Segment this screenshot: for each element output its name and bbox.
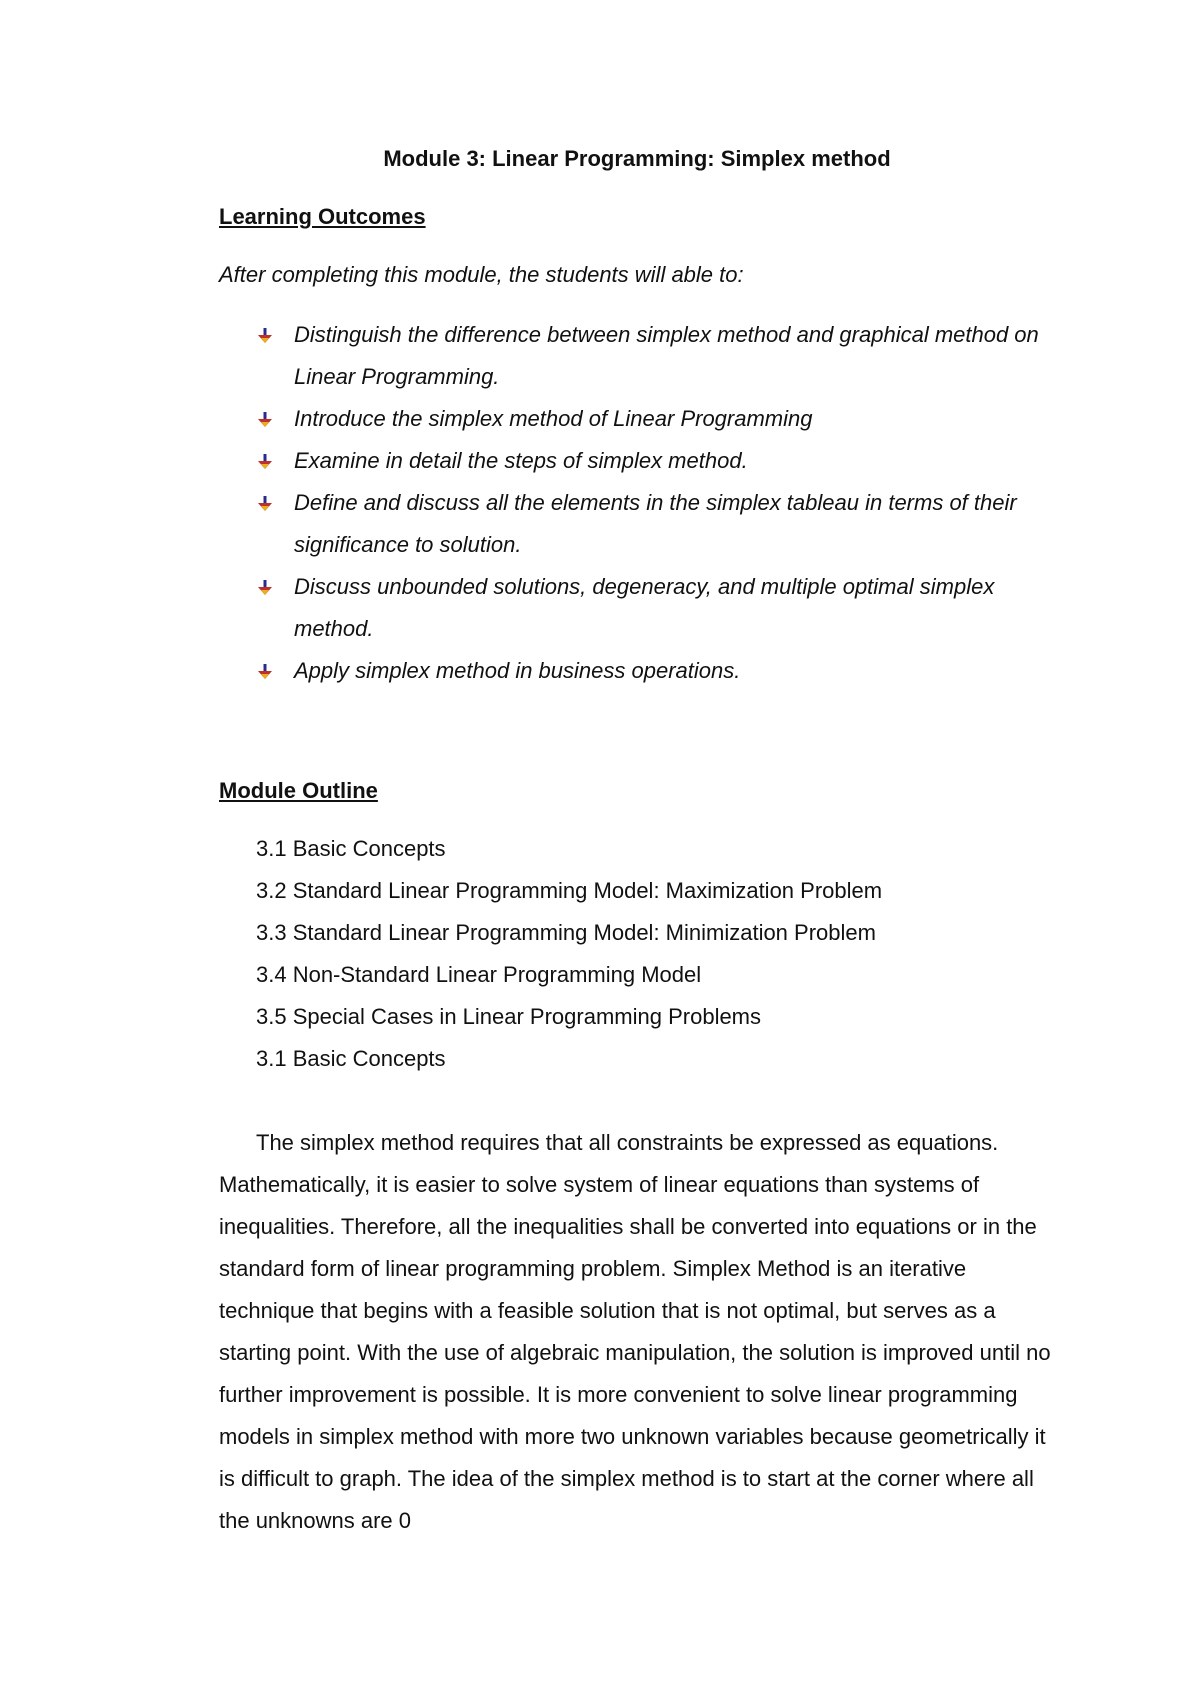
down-arrow-bullet-icon	[257, 412, 273, 428]
outline-item: 3.5 Special Cases in Linear Programming Problems	[256, 1004, 762, 1029]
outcome-text: Examine in detail the steps of simplex method.	[294, 448, 748, 473]
outcome-item	[219, 650, 1059, 692]
outcome-item	[219, 398, 1059, 440]
outline-item: 3.1 Basic Concepts	[256, 1046, 446, 1071]
down-arrow-bullet-icon	[257, 454, 273, 470]
down-arrow-bullet-icon	[257, 580, 273, 596]
outline-item: 3.3 Standard Linear Programming Model: Minimization Problem	[256, 920, 876, 945]
document-content	[219, 142, 1059, 1542]
outline-item: 3.2 Standard Linear Programming Model: Maximization Problem	[256, 878, 883, 903]
down-arrow-bullet-icon	[257, 496, 273, 512]
outcome-text: Distinguish the difference between simplex method and graphical method on Linear Programming.	[294, 322, 1039, 389]
module-outline-heading: Module Outline	[219, 778, 378, 803]
learning-outcomes-heading: Learning Outcomes	[219, 204, 426, 229]
outcome-text: Introduce the simplex method of Linear Programming	[294, 406, 813, 431]
body-paragraph: The simplex method requires that all constraints be expressed as equations. Mathematically, it is easier to solve system of linear equations than systems of inequalities. Therefore, all the inequalities shall be converted into equations or in the standard form of linear programming problem. Simplex Method is an iterative technique that begins with a feasible solution that is not optimal, but serves as a starting point. With the use of algebraic manipulation, the solution is improved until no further improvement is possible. It is more convenient to solve linear programming models in simplex method with more two unknown variables because geometrically it is difficult to graph. The idea of the simplex method is to start at the corner where all the unknowns are 0	[219, 1130, 1051, 1533]
outcome-text: Discuss unbounded solutions, degeneracy, and multiple optimal simplex method.	[294, 574, 995, 641]
outcome-item	[219, 566, 1059, 650]
module-outline-list	[219, 828, 1059, 1080]
outcome-item	[219, 440, 1059, 482]
learning-outcomes-list	[219, 314, 1059, 692]
down-arrow-bullet-icon	[257, 664, 273, 680]
outcome-text: Apply simplex method in business operations.	[294, 658, 741, 683]
outcome-item	[219, 314, 1059, 398]
page-title: Module 3: Linear Programming: Simplex method	[383, 146, 891, 171]
outline-item: 3.4 Non-Standard Linear Programming Model	[256, 962, 702, 987]
outline-item: 3.1 Basic Concepts	[256, 836, 446, 861]
down-arrow-bullet-icon	[257, 328, 273, 344]
learning-outcomes-intro: After completing this module, the students will able to:	[219, 262, 744, 287]
outcome-item	[219, 482, 1059, 566]
outcome-text: Define and discuss all the elements in the simplex tableau in terms of their significance to solution.	[294, 490, 1017, 557]
